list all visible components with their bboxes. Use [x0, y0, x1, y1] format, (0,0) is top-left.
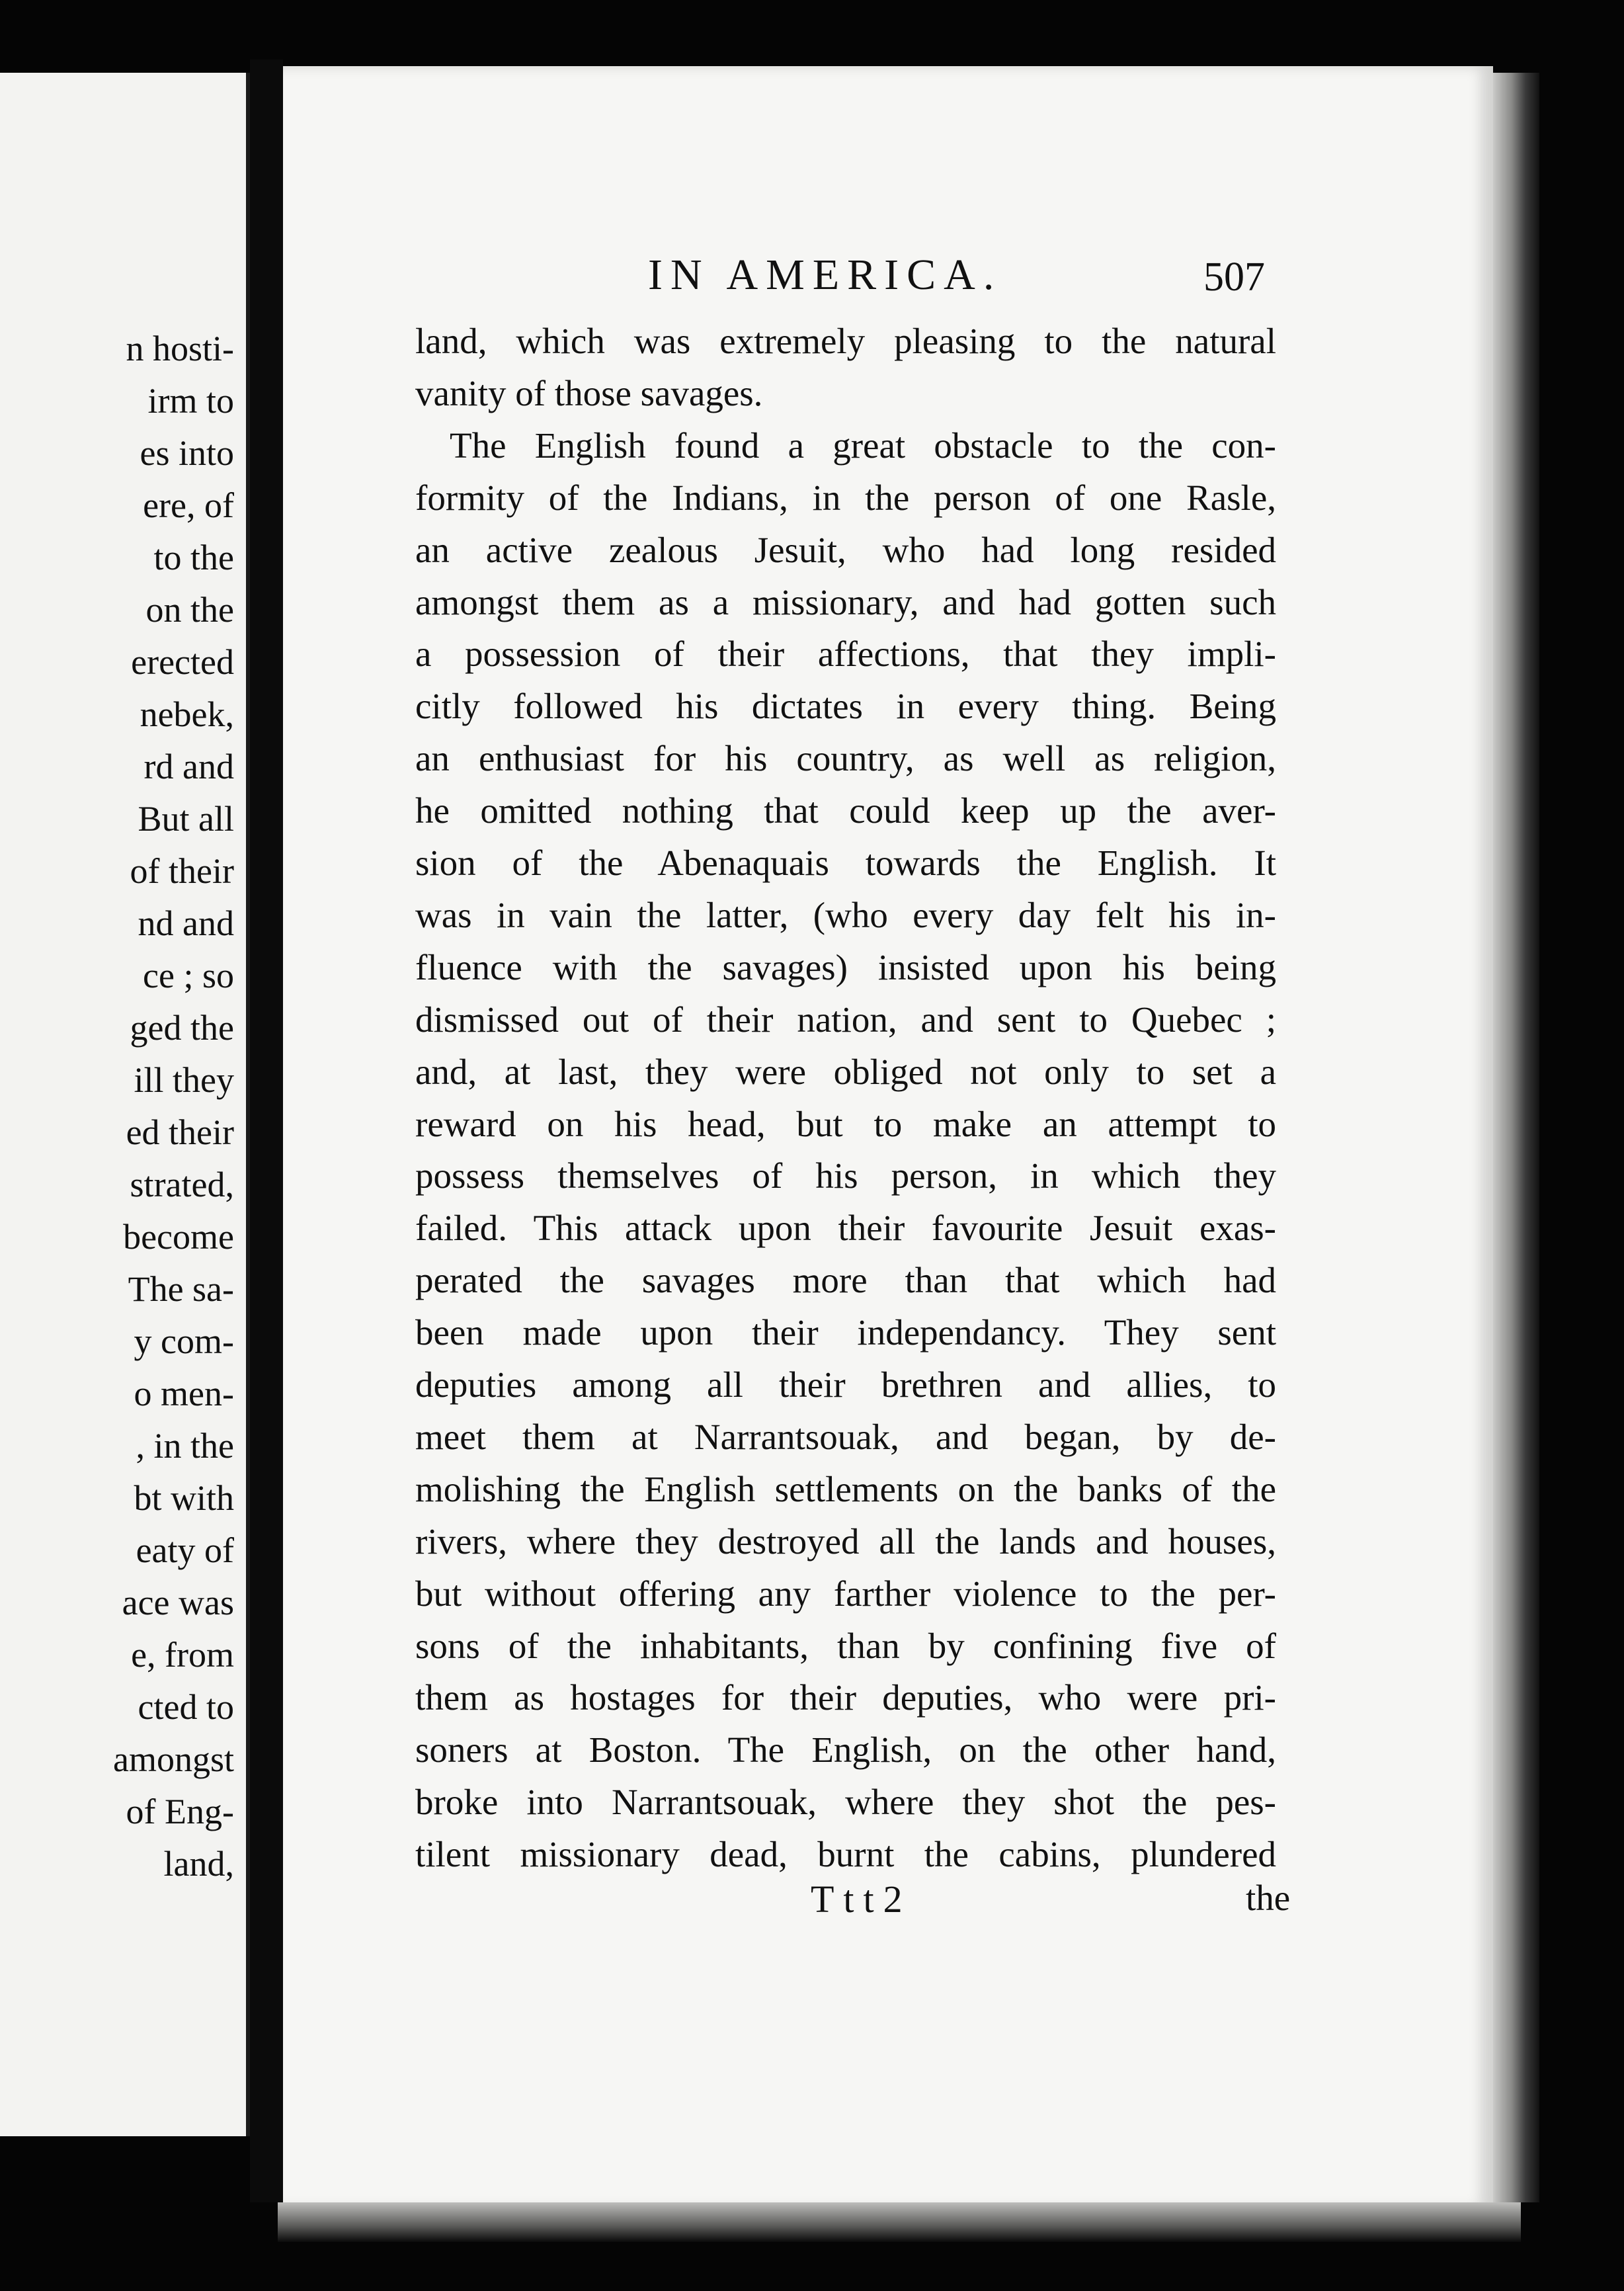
body-line: rivers, where they destroyed all the lands and houses,	[415, 1521, 1276, 1562]
left-page-line: n hosti-	[126, 329, 234, 368]
body-line: reward on his head, but to make an attempt to	[415, 1104, 1276, 1144]
left-page-line: nebek,	[140, 694, 234, 734]
body-line: but without offering any farther violence to the per-	[415, 1573, 1276, 1614]
body-line: formity of the Indians, in the person of one Rasle,	[415, 478, 1276, 518]
body-line: deputies among all their brethren and allies, to	[415, 1364, 1276, 1405]
body-line: molishing the English settlements on the banks of the	[415, 1469, 1276, 1509]
left-page-line: strated,	[130, 1165, 234, 1204]
left-page-line: ere, of	[143, 485, 234, 525]
book-gutter	[250, 60, 283, 2202]
body-line: land, which was extremely pleasing to the natural	[415, 321, 1276, 361]
left-page-line: es into	[140, 433, 234, 473]
body-line: vanity of those savages.	[415, 373, 763, 413]
left-page-line: to the	[153, 538, 234, 577]
body-line: sons of the inhabitants, than by confining five of	[415, 1626, 1276, 1666]
body-line: broke into Narrantsouak, where they shot the pes-	[415, 1782, 1276, 1822]
body-line: he omitted nothing that could keep up the aver-	[415, 790, 1276, 831]
body-line: tilent missionary dead, burnt the cabins, plundered	[415, 1834, 1276, 1874]
body-line: an active zealous Jesuit, who had long resided	[415, 530, 1276, 570]
left-page-line: bt with	[134, 1478, 234, 1518]
left-page-line: irm to	[147, 381, 234, 421]
left-page-line: o men-	[134, 1374, 234, 1413]
body-line: dismissed out of their nation, and sent to Quebec ;	[415, 999, 1276, 1040]
left-page-line: erected	[131, 642, 234, 682]
body-line: them as hostages for their deputies, who were pri-	[415, 1677, 1276, 1718]
left-page-line: become	[123, 1217, 234, 1257]
left-page-line: ed their	[126, 1112, 234, 1152]
left-page-line: on the	[145, 590, 234, 630]
body-line: meet them at Narrantsouak, and began, by de-	[415, 1417, 1276, 1457]
body-line: was in vain the latter, (who every day felt his in-	[415, 895, 1276, 935]
page-edge	[1493, 73, 1539, 2202]
body-line: an enthusiast for his country, as well as religion,	[415, 738, 1276, 778]
left-page-line: ill they	[134, 1060, 234, 1100]
body-line: a possession of their affections, that they impli-	[415, 634, 1276, 674]
page-bottom-edge	[278, 2202, 1521, 2242]
body-line: amongst them as a missionary, and had gotten such	[415, 582, 1276, 622]
body-line: possess themselves of his person, in which they	[415, 1155, 1276, 1196]
left-page-line: of Eng-	[126, 1792, 234, 1831]
left-page-line: ged the	[130, 1008, 234, 1048]
left-page-line: amongst	[113, 1739, 234, 1779]
body-line: sion of the Abenaquais towards the English. It	[415, 843, 1276, 883]
body-line: fluence with the savages) insisted upon his being	[415, 947, 1276, 987]
left-page-line: The sa-	[128, 1269, 234, 1309]
body-line: and, at last, they were obliged not only to set a	[415, 1052, 1276, 1092]
body-line: failed. This attack upon their favourite Jesuit exas-	[415, 1208, 1276, 1248]
left-page-line: of their	[130, 851, 234, 891]
left-facing-page	[0, 73, 250, 2136]
left-page-line: y com-	[134, 1321, 234, 1361]
body-line: perated the savages more than that which had	[415, 1260, 1276, 1300]
body-line: been made upon their independancy. They sent	[415, 1312, 1276, 1353]
body-line: The English found a great obstacle to the con-	[450, 425, 1276, 466]
left-page-line: nd and	[138, 903, 234, 943]
left-page-line: But all	[138, 799, 234, 839]
left-page-line: land,	[163, 1844, 234, 1884]
left-page-line: ce ; so	[143, 956, 234, 995]
left-page-line: cted to	[138, 1687, 234, 1727]
left-page-line: ace was	[122, 1583, 234, 1622]
left-page-line: e, from	[131, 1635, 234, 1675]
left-page-line: eaty of	[136, 1530, 234, 1570]
left-page-line: rd and	[143, 747, 234, 786]
body-line: soners at Boston. The English, on the other hand,	[415, 1729, 1276, 1770]
page-number: 507	[1203, 255, 1265, 300]
catchword: the	[1246, 1878, 1291, 1918]
signature-mark: Ttt2	[811, 1878, 912, 1921]
running-head: IN AMERICA.	[648, 251, 1002, 299]
left-page-line: , in the	[136, 1426, 234, 1466]
body-line: citly followed his dictates in every thing. Being	[415, 686, 1276, 726]
